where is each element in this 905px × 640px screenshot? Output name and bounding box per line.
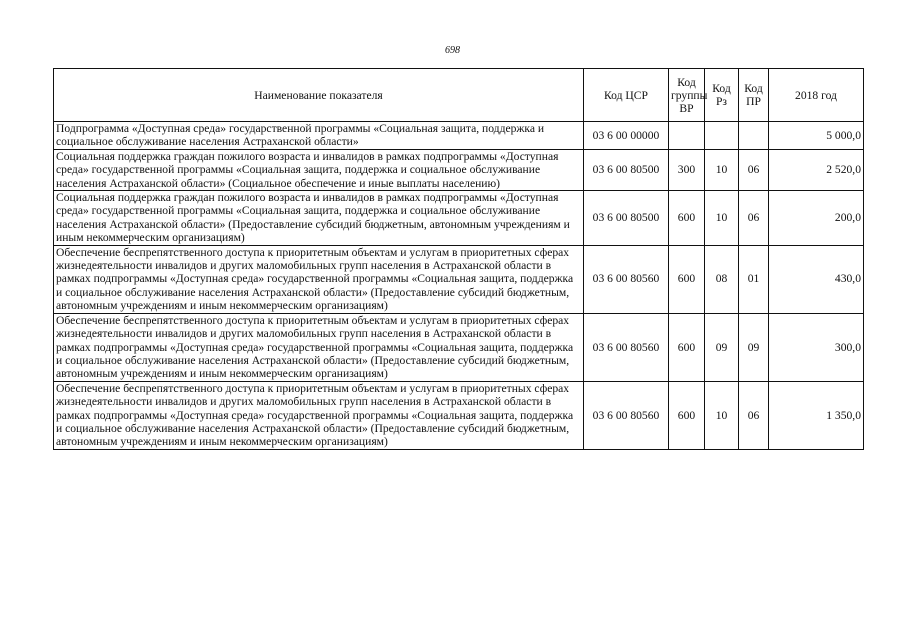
row-amount: 200,0 bbox=[769, 191, 864, 246]
row-pr-code bbox=[739, 122, 769, 150]
table-row bbox=[54, 149, 864, 190]
row-amount: 5 000,0 bbox=[769, 122, 864, 150]
table-row bbox=[54, 122, 864, 150]
row-name: Обеспечение беспрепятственного доступа к приоритетным объектам и услугам в приоритетных сферах жизнедеятельности инвалидов и других маломобильных групп населения в Астраханской области в рамках подпрограммы «Доступная среда» государственной программы «Социальная защита, поддержка и социальное обслуживание населения Астраханской области» (Предоставление субсидий бюджетным, автономным учреждениям и иным некоммерческим организациям) bbox=[54, 381, 584, 449]
row-rz-code: 10 bbox=[705, 381, 739, 449]
table-row bbox=[54, 381, 864, 449]
row-name: Обеспечение беспрепятственного доступа к приоритетным объектам и услугам в приоритетных сферах жизнедеятельности инвалидов и других маломобильных групп населения в Астраханской области в рамках подпрограммы «Доступная среда» государственной программы «Социальная защита, поддержка и социальное обслуживание населения Астраханской области» (Предоставление субсидий бюджетным, автономным учреждениям и иным некоммерческим организациям) bbox=[54, 245, 584, 313]
row-name: Социальная поддержка граждан пожилого возраста и инвалидов в рамках подпрограммы «Доступная среда» государственной программы «Социальная защита, поддержка и социальное обслуживание населения Астраханской области» (Социальное обеспечение и иные выплаты населению) bbox=[54, 149, 584, 190]
row-pr-code: 09 bbox=[739, 313, 769, 381]
row-vr-code: 300 bbox=[669, 149, 705, 190]
row-vr-code: 600 bbox=[669, 245, 705, 313]
row-csr-code: 03 6 00 80560 bbox=[584, 245, 669, 313]
row-vr-code: 600 bbox=[669, 313, 705, 381]
row-rz-code: 09 bbox=[705, 313, 739, 381]
table-row bbox=[54, 191, 864, 246]
row-csr-code: 03 6 00 00000 bbox=[584, 122, 669, 150]
column-header-pr: Код ПР bbox=[739, 69, 769, 122]
page-number: 698 bbox=[445, 45, 460, 56]
table-row bbox=[54, 245, 864, 313]
row-rz-code: 10 bbox=[705, 149, 739, 190]
row-pr-code: 06 bbox=[739, 381, 769, 449]
row-vr-code: 600 bbox=[669, 381, 705, 449]
row-rz-code: 08 bbox=[705, 245, 739, 313]
column-header-name: Наименование показателя bbox=[54, 69, 584, 122]
row-name: Подпрограмма «Доступная среда» государственной программы «Социальная защита, поддержка и социальное обслуживание населения Астраханской области» bbox=[54, 122, 584, 150]
row-pr-code: 01 bbox=[739, 245, 769, 313]
row-csr-code: 03 6 00 80560 bbox=[584, 313, 669, 381]
row-csr-code: 03 6 00 80560 bbox=[584, 381, 669, 449]
column-header-rz: Код Рз bbox=[705, 69, 739, 122]
row-vr-code bbox=[669, 122, 705, 150]
row-amount: 2 520,0 bbox=[769, 149, 864, 190]
column-header-csr: Код ЦСР bbox=[584, 69, 669, 122]
table-header-row bbox=[54, 69, 864, 122]
row-vr-code: 600 bbox=[669, 191, 705, 246]
row-amount: 430,0 bbox=[769, 245, 864, 313]
row-amount: 300,0 bbox=[769, 313, 864, 381]
row-pr-code: 06 bbox=[739, 149, 769, 190]
row-rz-code: 10 bbox=[705, 191, 739, 246]
row-csr-code: 03 6 00 80500 bbox=[584, 191, 669, 246]
row-amount: 1 350,0 bbox=[769, 381, 864, 449]
row-pr-code: 06 bbox=[739, 191, 769, 246]
row-csr-code: 03 6 00 80500 bbox=[584, 149, 669, 190]
row-name: Обеспечение беспрепятственного доступа к приоритетным объектам и услугам в приоритетных сферах жизнедеятельности инвалидов и других маломобильных групп населения в Астраханской области в рамках подпрограммы «Доступная среда» государственной программы «Социальная защита, поддержка и социальное обслуживание населения Астраханской области» (Предоставление субсидий бюджетным, автономным учреждениям и иным некоммерческим организациям) bbox=[54, 313, 584, 381]
row-rz-code bbox=[705, 122, 739, 150]
column-header-year: 2018 год bbox=[769, 69, 864, 122]
row-name: Социальная поддержка граждан пожилого возраста и инвалидов в рамках подпрограммы «Доступная среда» государственной программы «Социальная защита, поддержка и социальное обслуживание населения Астраханской области» (Предоставление субсидий бюджетным, автономным учреждениям и иным некоммерческим организациям) bbox=[54, 191, 584, 246]
table-row bbox=[54, 313, 864, 381]
budget-table bbox=[53, 68, 864, 450]
column-header-vr: Код группы ВР bbox=[669, 69, 705, 122]
